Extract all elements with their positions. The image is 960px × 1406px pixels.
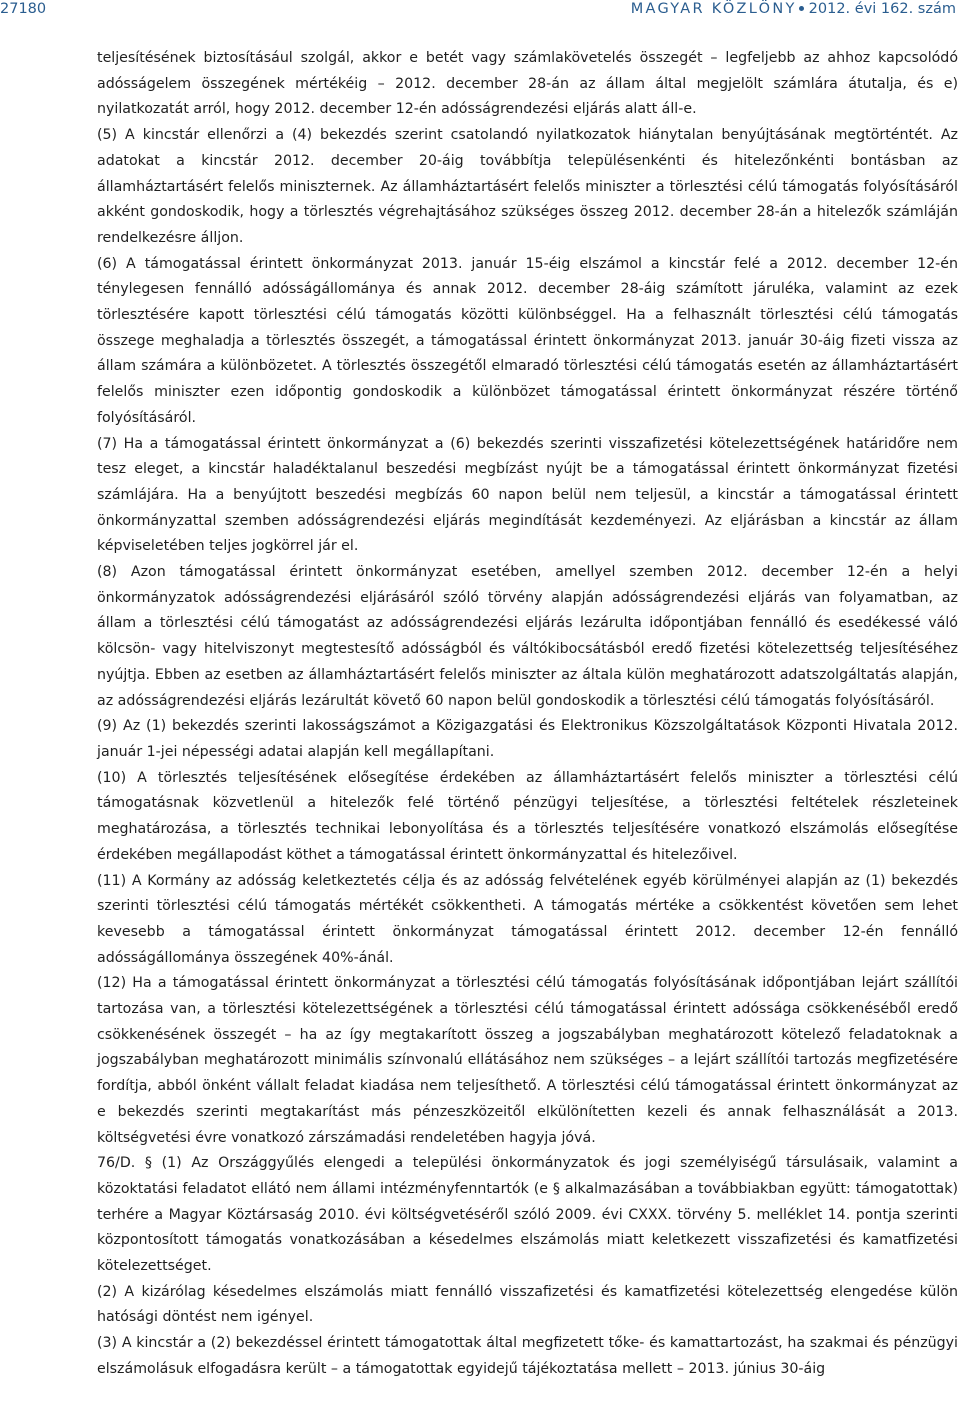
paragraph-continuation: teljesítésének biztosításául szolgál, akkor e betét vagy számlakövetelés összegét – legfeljebb az ahhoz kapcsolódó adósságelem összegének mértékéig – 2012. december 28-án az állam által megjelölt számlára átutalja, és e) nyilatkozatát arról, hogy 2012. december 12-én adósságrendezési eljárás alatt áll-e. (97, 50, 958, 118)
separator-dot-icon (799, 6, 804, 11)
issue-label: 2012. évi 162. szám (808, 1, 956, 17)
paragraph-12: (12) Ha a támogatással érintett önkormányzat a törlesztési célú támogatás folyósításának időpontjában lejárt szállítói tartozása van, a törlesztési kötelezettségének a törlesztési célú támogatással érintett adóssága csökkenéséből eredő csökkenésének összegét – ha az így megtakarított összeg a jogszabályban meghatározott kötelező feladatoknak a jogszabályban meghatározott minimális színvonalú ellátásához nem szükséges – a lejárt szállítói tartozás megfizetésére fordítja, abból önként vállalt feladat kiadása nem teljesíthető. A törlesztési célú támogatással érintett önkormányzat az e bekezdés szerinti megtakarítást más pénzeszközeitől elkülönítetten kezeli és annak felhasználását a 2013. költségvetési évre vonatkozó zárszámadási rendeletében hagyja jóvá. (97, 975, 958, 1146)
paragraph-10: (10) A törlesztés teljesítésének elősegítése érdekében az államháztartásért felelős miniszter a törlesztési célú támogatásnak közvetlenül a hitelezők felé történő pénzügyi teljesítése, a törlesztési feltételek részleteinek meghatározása, a törlesztés technikai lebonyolítása és a törlesztés teljesítésére vonatkozó elszámolás elősegítése érdekében megállapodást köthet a támogatással érintett önkormányzattal és hitelezőivel. (97, 769, 958, 863)
section-76d-paragraph-1: 76/D. § (1) Az Országgyűlés elengedi a települési önkormányzatok és jogi személyiségű társulásaik, valamint a közoktatási feladatot ellátó nem állami intézményfenntartók (e § alkalmazásában a továbbiakban együtt: támogatottak) terhére a Magyar Köztársaság 2010. évi költségvetéséről szóló 2009. évi CXXX. törvény 5. melléklet 14. pontja szerinti központosított támogatás vonatkozásában a késedelmes elszámolás miatt keletkezett visszafizetési és kamatfizetési kötelezettséget. (97, 1155, 958, 1275)
gazette-name: MAGYAR KÖZLÖNY (630, 1, 797, 17)
section-76d-paragraph-3: (3) A kincstár a (2) bekezdéssel érintett támogatottak által megfizetett tőke- és kamattartozást, ha szakmai és pénzügyi elszámolásuk elfogadásra került – a támogatottak egyidejű tájékoztatása mellett – 2013. június 30-áig (97, 1335, 958, 1377)
paragraph-7: (7) Ha a támogatással érintett önkormányzat a (6) bekezdés szerinti visszafizetési kötelezettségének határidőre nem tesz eleget, a kincstár haladéktalanul beszedési megbízást nyújt be a támogatással érintett önkormányzat fizetési számlájára. Ha a benyújtott beszedési megbízás 60 napon belül nem teljesül, a kincstár a támogatással érintett önkormányzattal szemben adósságrendezési eljárás megindítását kezdeményezi. Az eljárásban a kincstár az állam képviseletében teljes jogkörrel jár el. (97, 435, 958, 555)
document-body (97, 46, 958, 1383)
paragraph-11: (11) A Kormány az adósság keletkeztetés célja és az adósság felvételének egyéb körülményei alapján az (1) bekezdés szerinti törlesztési célú támogatás mértékét csökkentheti. A támogatás mértéke a csökkentést követően sem lehet kevesebb a támogatással érintett önkormányzat támogatással érintett 2012. december 12-én fennálló adósságállománya összegének 40%-ánál. (97, 872, 958, 966)
paragraph-6: (6) A támogatással érintett önkormányzat 2013. január 15-éig elszámol a kincstár felé a 2012. december 12-én ténylegesen fennálló adósságállománya és annak 2012. december 28-áig számított járuléka, valamint az ezek törlesztésére kapott törlesztési célú támogatás közötti különbséggel. Ha a felhasznált törlesztési célú támogatás összege meghaladja a törlesztés összegét, a támogatással érintett önkormányzat 2013. január 30-áig fizeti vissza az állam számára a különbözetet. A törlesztés összegétől elmaradó törlesztési célú támogatás esetén az államháztartásért felelős miniszter ezen időpontig gondoskodik a különbözet támogatással érintett önkormányzat részére történő folyósításáról. (97, 255, 958, 426)
paragraph-9: (9) Az (1) bekezdés szerinti lakosságszámot a Közigazgatási és Elektronikus Közszolgáltatások Központi Hivatala 2012. január 1-jei népességi adatai alapján kell megállapítani. (97, 718, 958, 760)
page-header (0, 0, 960, 20)
paragraph-8: (8) Azon támogatással érintett önkormányzat esetében, amellyel szemben 2012. december 12-én a helyi önkormányzatok adósságrendezési eljárásáról szóló törvény alapján adósságrendezési eljárás van folyamatban, az állam a törlesztési célú támogatást az adósságrendezési eljárás lezárulta időpontjában fennálló és esedékessé váló kölcsön- vagy hitelviszonyt megtestesítő adósságból és váltókibocsátásból eredő fizetési kötelezettség teljesítéséhez nyújtja. Ebben az esetben az államháztartásért felelős miniszter az általa külön meghatározott adatszolgáltatás alapján, az adósságrendezési eljárás lezárultát követő 60 napon belül gondoskodik a törlesztési célú támogatás folyósításáról. (97, 564, 958, 709)
gazette-info (631, 0, 956, 18)
page-number: 27180 (0, 1, 47, 17)
section-76d-paragraph-2: (2) A kizárólag késedelmes elszámolás miatt fennálló visszafizetési és kamatfizetési kötelezettség elengedése külön hatósági döntést nem igényel. (97, 1283, 958, 1326)
paragraph-5: (5) A kincstár ellenőrzi a (4) bekezdés szerint csatolandó nyilatkozatok hiánytalan benyújtásának megtörténtét. Az adatokat a kincstár 2012. december 20-áig továbbítja településenkénti és hitelezőnkénti bontásban az államháztartásért felelős miniszternek. Az államháztartásért felelős miniszter a törlesztési célú támogatás folyósításáról akként gondoskodik, hogy a törlesztés végrehajtásához szükséges összeg 2012. december 28-án a hitelezők számláján rendelkezésre álljon. (97, 127, 958, 246)
